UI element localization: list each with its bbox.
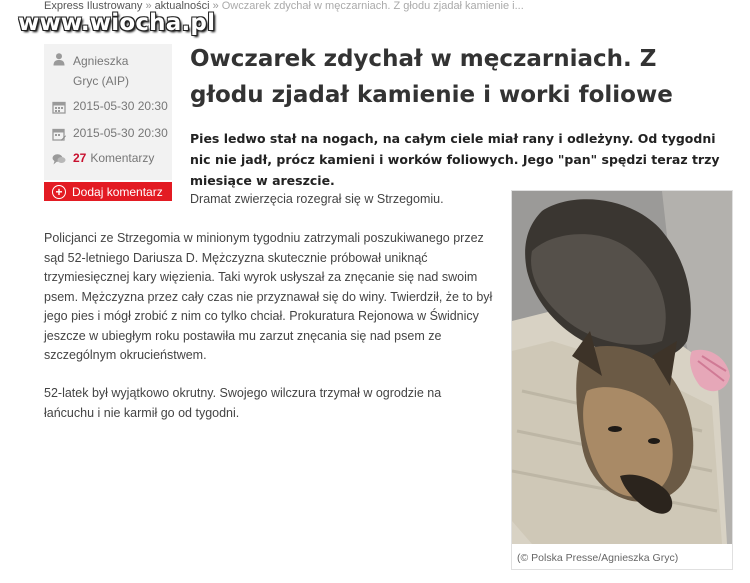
breadcrumb-link-aktualnosci[interactable]: aktualności [154, 0, 210, 12]
article-lead: Pies ledwo stał na nogach, na całym ciele miał rany i odleżyny. Od tygodni nic nie jadł, prócz kamieni i worków foliowych. Jego "pan" spędzi teraz trzy miesiące w areszcie. [190, 131, 720, 188]
comments-row[interactable] [52, 151, 154, 166]
calendar-icon [52, 100, 66, 114]
updated-date: 2015-05-30 20:30 [73, 126, 168, 140]
article-paragraph: Policjanci ze Strzegomia w minionym tygodniu zatrzymali poszukiwanego przez sąd 52-letniego Dariusza D. Mężczyzna skutecznie próbował uniknąć trzymiesięcznej kary więzienia. Taki wyrok usłyszał za znęcanie się nad swoim psem. Mężczyzna przez cały czas nie przyznawał się do winy. Twierdził, że to był jego pies i mógł zrobić z nim co tylko chciał. Prokuratura Rejonowa w Świdnicy jeszcze w ubiegłym roku postawiła mu zarzut znęcania się nad psem ze szczególnym okrucieństwem. [44, 231, 493, 362]
plus-circle-icon: + [52, 185, 66, 199]
calendar-edit-icon [52, 127, 66, 141]
breadcrumb-link-express[interactable]: Express Ilustrowany [44, 0, 143, 12]
published-date: 2015-05-30 20:30 [73, 99, 168, 113]
author-name[interactable]: Agnieszka Gryc (AIP) [73, 54, 129, 88]
article-paragraph: 52-latek był wyjątkowo okrutny. Swojego wilczura trzymał w ogrodzie na łańcuchu i nie karmił go od tygodni. [44, 386, 442, 420]
user-icon [52, 52, 66, 66]
breadcrumb-separator: » [212, 0, 219, 12]
article-title: Owczarek zdychał w męczarniach. Z głodu zjadał kamienie i worki foliowe [190, 46, 673, 108]
speech-bubbles-icon [52, 152, 66, 166]
updated-date-row [52, 126, 168, 141]
breadcrumb-current: Owczarek zdychał w męczarniach. Z głodu zjadał kamienie i... [221, 0, 524, 12]
article-photo-frame [511, 190, 733, 570]
article-photo[interactable] [512, 191, 732, 544]
comments-label[interactable]: Komentarzy [90, 151, 155, 165]
add-comment-label: Dodaj komentarz [72, 184, 163, 199]
photo-caption: (© Polska Presse/Agnieszka Gryc) [517, 552, 679, 564]
article-meta [44, 44, 172, 180]
site-watermark: www.wiocha.pl [18, 10, 216, 36]
comment-count[interactable]: 27 [73, 151, 87, 165]
add-comment-button[interactable] [44, 182, 172, 201]
article-paragraph: Dramat zwierzęcia rozegrał się w Strzegomiu. [190, 192, 444, 206]
breadcrumb-separator: » [145, 0, 152, 12]
published-date-row [52, 99, 168, 114]
author-row [52, 51, 153, 91]
